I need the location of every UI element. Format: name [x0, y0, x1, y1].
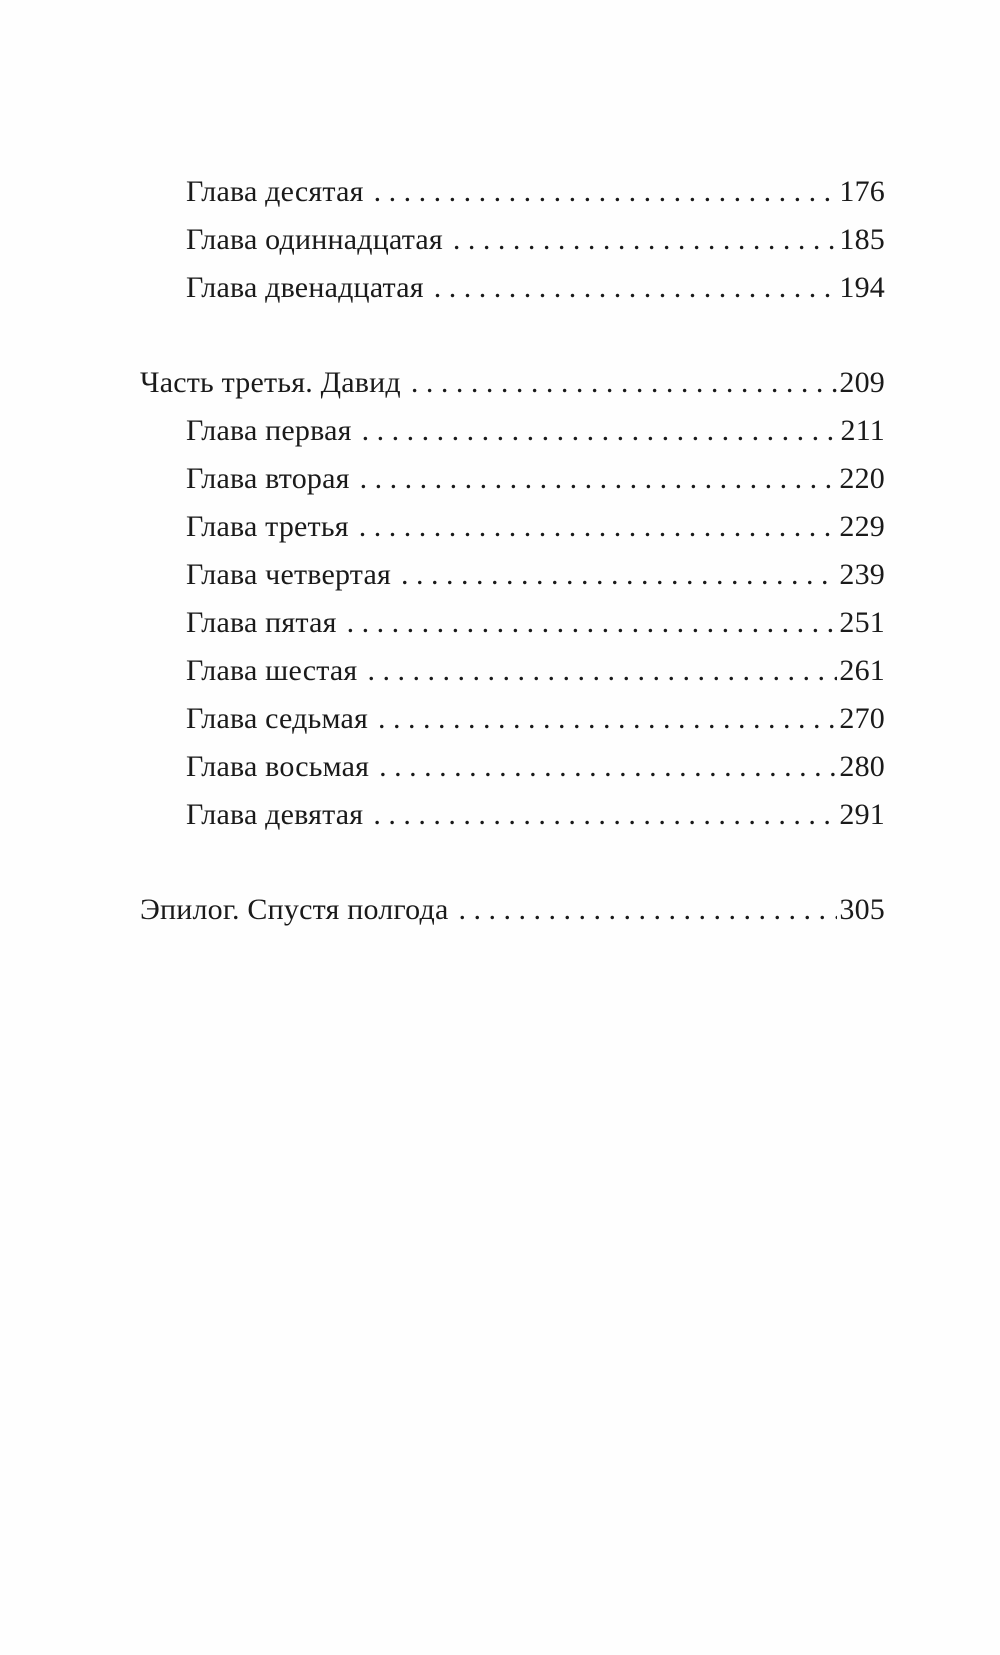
toc-entry-title: Часть третья. Давид	[140, 366, 401, 399]
toc-entry	[140, 647, 885, 695]
dot-leader	[367, 647, 837, 695]
toc-entry-page: 176	[839, 175, 885, 208]
toc-entry	[140, 695, 885, 743]
toc-entry-title: Глава десятая	[186, 175, 364, 208]
toc-entry	[140, 455, 885, 503]
dot-leader	[374, 168, 838, 216]
toc-entry-page: 194	[839, 271, 885, 304]
dot-leader	[360, 455, 838, 503]
dot-leader	[378, 695, 837, 743]
dot-leader	[379, 743, 837, 791]
toc-entry	[140, 264, 885, 312]
toc-entry-title: Глава шестая	[186, 654, 358, 687]
dot-leader	[347, 599, 838, 647]
table-of-contents	[140, 168, 885, 934]
toc-entry-page: 220	[839, 462, 885, 495]
toc-entry-page: 305	[839, 893, 885, 926]
toc-group-part-three	[140, 359, 885, 839]
toc-entry-page: 229	[839, 510, 885, 543]
toc-entry-title: Глава пятая	[186, 606, 337, 639]
toc-entry	[140, 743, 885, 791]
toc-entry-title: Глава третья	[186, 510, 349, 543]
toc-entry-page: 185	[839, 223, 885, 256]
dot-leader	[459, 886, 838, 934]
toc-entry-page: 251	[839, 606, 885, 639]
dot-leader	[434, 264, 838, 312]
toc-entry-title: Эпилог. Спустя полгода	[140, 893, 449, 926]
toc-group-epilogue	[140, 886, 885, 934]
toc-entry-page: 270	[839, 702, 885, 735]
toc-entry-page: 291	[839, 798, 885, 831]
toc-entry-title: Глава одиннадцатая	[186, 223, 443, 256]
toc-entry-page: 261	[839, 654, 885, 687]
dot-leader	[401, 551, 837, 599]
toc-entry-page: 239	[839, 558, 885, 591]
toc-entry-title: Глава девятая	[186, 798, 364, 831]
toc-entry-title: Глава восьмая	[186, 750, 370, 783]
toc-part-heading	[140, 359, 885, 407]
toc-entry-title: Глава седьмая	[186, 702, 368, 735]
toc-entry	[140, 216, 885, 264]
toc-entry	[140, 168, 885, 216]
toc-entry	[140, 599, 885, 647]
toc-entry-page: 209	[839, 366, 885, 399]
dot-leader	[453, 216, 838, 264]
toc-entry	[140, 503, 885, 551]
dot-leader	[362, 407, 839, 455]
toc-entry	[140, 791, 885, 839]
toc-entry-title: Глава первая	[186, 414, 352, 447]
toc-entry	[140, 407, 885, 455]
dot-leader	[359, 503, 838, 551]
toc-entry-title: Глава двенадцатая	[186, 271, 424, 304]
toc-part-heading	[140, 886, 885, 934]
dot-leader	[411, 359, 838, 407]
toc-entry-title: Глава четвертая	[186, 558, 391, 591]
toc-entry-title: Глава вторая	[186, 462, 350, 495]
toc-group-part-two-end	[140, 168, 885, 312]
toc-entry-page: 211	[840, 414, 885, 447]
toc-entry-page: 280	[839, 750, 885, 783]
dot-leader	[373, 791, 837, 839]
toc-entry	[140, 551, 885, 599]
